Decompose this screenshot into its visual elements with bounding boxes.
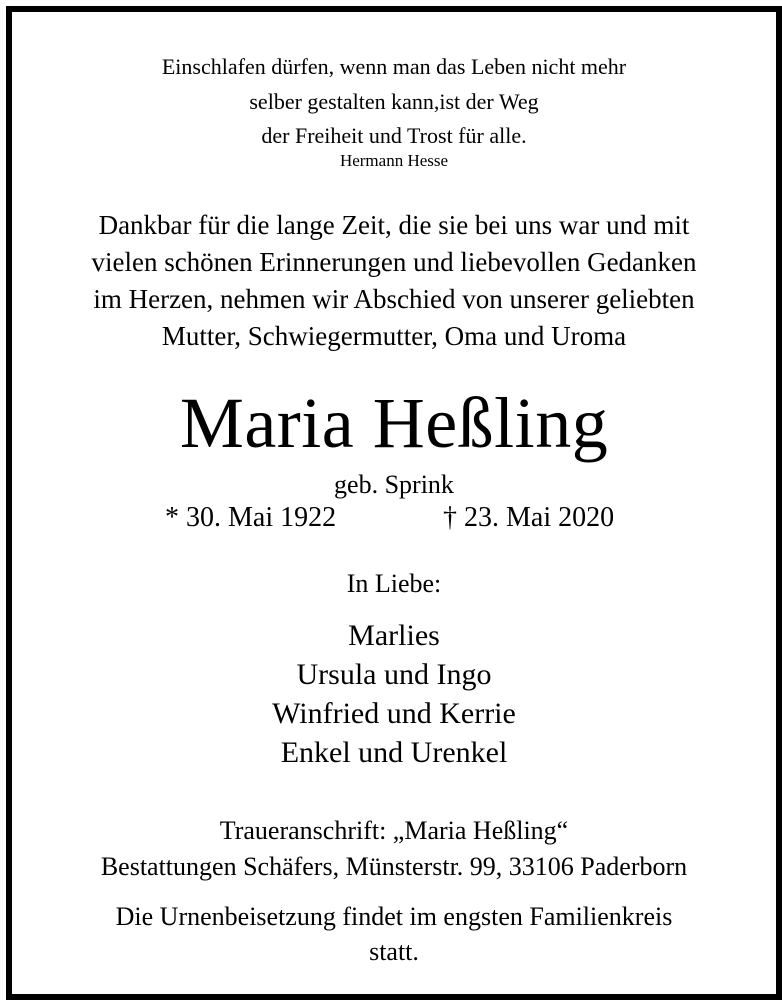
address-line-1: Traueranschrift: „Maria Heßling“	[219, 816, 569, 845]
quote-line-2: selber gestalten kann,ist der Weg	[249, 89, 539, 114]
obituary-notice	[6, 6, 782, 1000]
deceased-name: Maria Heßling	[179, 383, 609, 463]
intro-line-1: Dankbar für die lange Zeit, die sie bei uns war und mit	[98, 210, 690, 240]
intro-line-4: Mutter, Schwiegermutter, Oma und Uroma	[161, 321, 627, 351]
quote-line-3: der Freiheit und Trost für alle.	[261, 123, 527, 148]
mourner-name: Marlies	[348, 619, 440, 652]
quote-line-1: Einschlafen dürfen, wenn man das Leben nicht mehr	[161, 54, 627, 79]
mourner-name: Ursula und Ingo	[296, 658, 492, 691]
mourners-heading: In Liebe:	[346, 569, 442, 598]
quote-author: Hermann Hesse	[339, 151, 449, 170]
notice-line-2: statt.	[369, 937, 419, 966]
death-date: † 23. Mai 2020	[443, 502, 615, 533]
notice-line-1: Die Urnenbeisetzung findet im engsten Familienkreis	[115, 902, 673, 931]
mourner-name: Enkel und Urenkel	[280, 736, 508, 769]
intro-line-3: im Herzen, nehmen wir Abschied von unserer geliebten	[93, 284, 695, 314]
maiden-name: geb. Sprink	[334, 470, 454, 499]
mourner-name: Winfried und Kerrie	[272, 697, 516, 730]
birth-date: * 30. Mai 1922	[165, 502, 337, 533]
intro-line-2: vielen schönen Erinnerungen und liebevollen Gedanken	[91, 247, 697, 277]
address-line-2: Bestattungen Schäfers, Münsterstr. 99, 33106 Paderborn	[100, 852, 688, 881]
